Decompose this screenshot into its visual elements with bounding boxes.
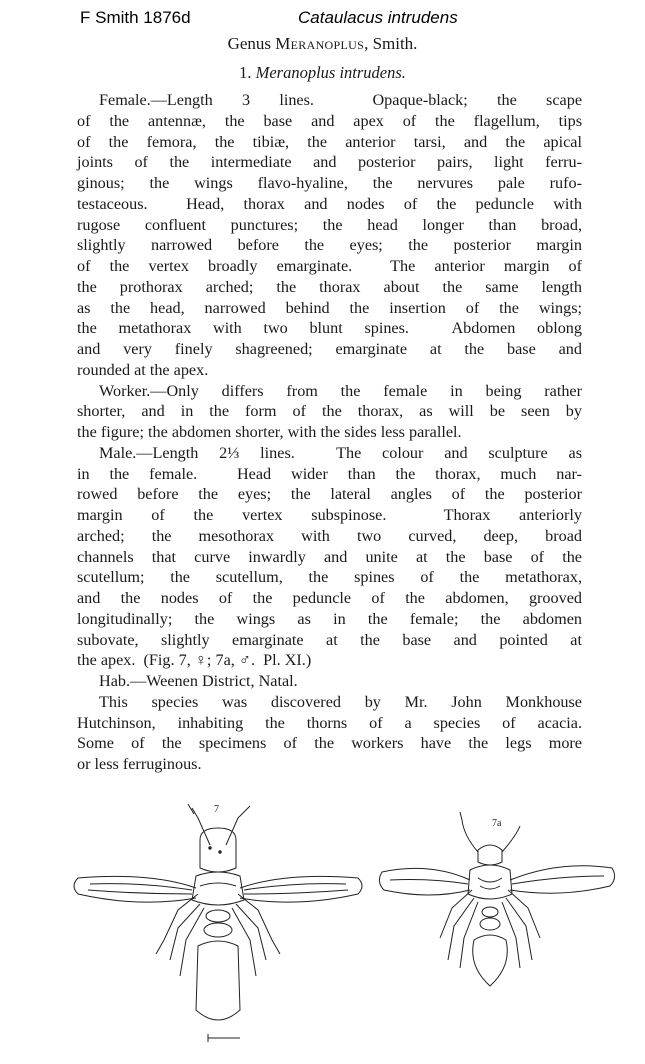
genus-name: Meranoplus [275,34,365,53]
text-line: joints of the intermediate and posterior pairs, light ferru- [77,153,582,172]
species-name: Meranoplus intrudens. [255,63,406,82]
text-line: arched; the mesothorax with two curved, deep, broad [77,526,582,545]
text-line: shorter, and in the form of the thorax, as will be seen by [77,402,582,421]
text-line: ginous; the wings flavo-hyaline, the nervures pale rufo- [77,174,582,192]
text-line: Hab.—Weenen District, Natal. [99,672,298,690]
text-line: rugose confluent punctures; the head longer than broad, [77,215,582,234]
figure-label-male: 7a [492,818,502,829]
figure-label-female: 7 [214,804,219,815]
text-line: the metathorax with two blunt spines. Abdomen oblong [77,319,582,338]
species-heading [0,63,645,83]
text-line: the figure; the abdomen shorter, with the sides less parallel. [77,423,462,441]
genus-prefix: Genus [227,34,272,53]
text-line: as the head, narrowed behind the insertion of the wings; [77,298,582,317]
text-line: slightly narrowed before the eyes; the posterior margin [77,236,582,255]
text-line: testaceous. Head, thorax and nodes of the peduncle with [77,194,582,213]
header-taxon: Cataulacus intrudens [298,8,458,27]
text-line: Male.—Length 2⅓ lines. The colour and sculpture as [99,443,582,462]
text-line: This species was discovered by Mr. John Monkhouse [99,692,582,711]
text-line: of the vertex broadly emarginate. The anterior margin of [77,257,582,275]
text-line: Worker.—Only differs from the female in being rather [99,381,582,400]
text-line: subovate, slightly emarginate at the base and pointed at [77,630,582,649]
text-line: scutellum; the scutellum, the spines of the metathorax, [77,568,582,587]
text-line: in the female. Head wider than the thorax, much nar- [77,464,582,483]
text-line: Female.—Length 3 lines. Opaque-black; the scape [99,91,582,109]
text-line: Some of the specimens of the workers have the legs more [77,734,582,753]
header-author-year: F Smith 1876d [80,8,191,27]
text-line: Hutchinson, inhabiting the thorns of a species of acacia. [77,713,582,732]
text-line: rowed before the eyes; the lateral angles of the posterior [77,485,582,504]
female-ant-illustration [74,804,362,1042]
text-line: the apex. (Fig. 7, ♀; 7a, ♂. Pl. XI.) [77,651,312,670]
text-line: longitudinally; the wings as in the female; the abdomen [77,609,582,628]
description-text [77,90,582,775]
male-ant-illustration [379,812,614,986]
text-line: of the antennæ, the base and apex of the flagellum, tips [77,111,582,130]
text-line: the prothorax arched; the thorax about the same length [77,277,582,296]
genus-suffix: , Smith. [364,34,418,53]
text-line: and very finely shagreened; emarginate at the base and [77,340,582,358]
species-number: 1. [239,63,252,82]
text-line: of the femora, the tibiæ, the anterior tarsi, and the apical [77,132,582,151]
genus-heading [0,34,645,54]
text-line: margin of the vertex subspinose. Thorax anteriorly [77,506,582,524]
figure-plate [60,790,620,1060]
text-line: and the nodes of the peduncle of the abdomen, grooved [77,589,582,607]
text-line: channels that curve inwardly and unite at the base of the [77,547,582,566]
text-line: rounded at the apex. [77,360,209,379]
text-line: or less ferruginous. [77,755,202,773]
